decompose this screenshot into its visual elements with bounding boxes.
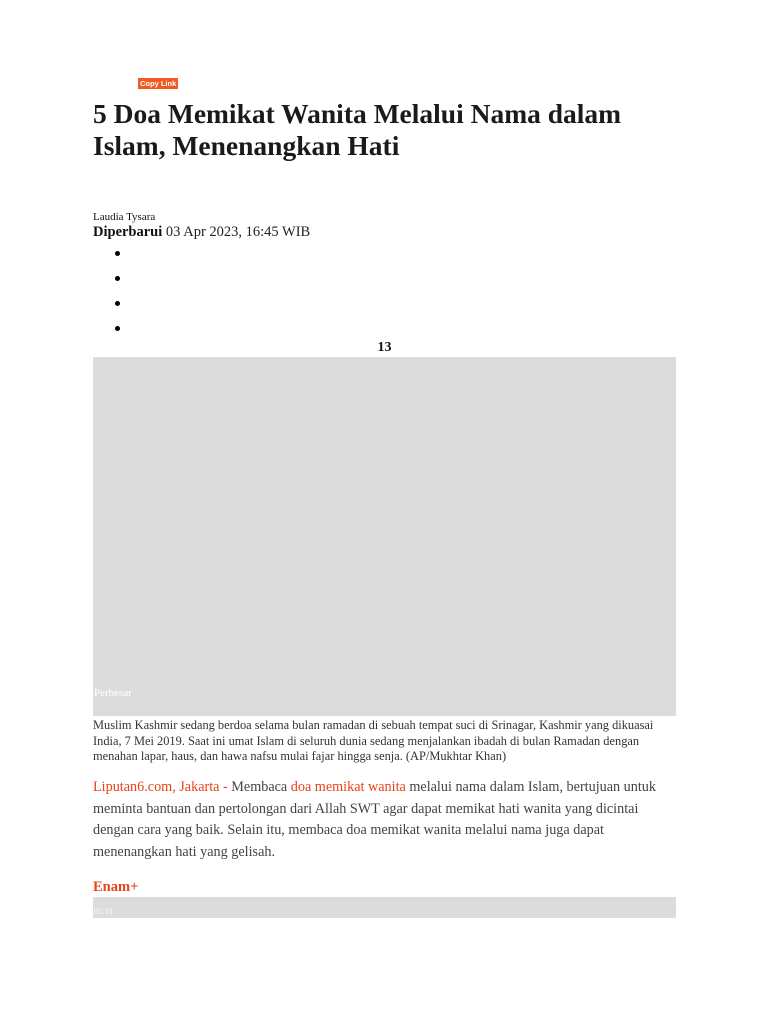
- video-duration: 01:10: [94, 907, 113, 916]
- updated-date: 03 Apr 2023, 16:45 WIB: [165, 224, 311, 240]
- article-photo[interactable]: [93, 357, 676, 716]
- lead-text-start: Membaca: [227, 779, 291, 795]
- photo-caption: Muslim Kashmir sedang berdoa selama bulan ramadan di sebuah tempat suci di Srinagar, Kashmir yang dikuasai India, 7 Mei 2019. Saat ini umat Islam di seluruh dunia sedang menjalankan ibadah di bulan Ramadan dengan menahan lapar, haus, dan hawa nafsu mulai fajar hingga senja. (AP/Mukhtar Khan): [93, 718, 654, 763]
- article-source[interactable]: Liputan6.com, Jakarta -: [93, 779, 228, 795]
- lead-text-end: melalui nama dalam Islam, bertujuan untuk meminta bantuan dan pertolongan dari Allah SWT agar dapat memikat hati wanita yang dicintai dengan cara yang baik. Selain itu, membaca doa memikat wanita melalui nama juga dapat menenangkan hati yang gelisah.: [93, 779, 656, 860]
- video-thumbnail[interactable]: [93, 897, 676, 918]
- updated-timestamp: [93, 224, 310, 241]
- article-lead: [93, 777, 676, 863]
- keyword-link[interactable]: doa memikat wanita: [290, 779, 406, 795]
- updated-label: Diperbarui: [93, 224, 163, 240]
- bullet-icon: [115, 276, 120, 281]
- enlarge-button[interactable]: Perbesar: [94, 687, 132, 699]
- bullet-icon: [115, 251, 120, 256]
- copy-link-button[interactable]: Copy Link: [140, 79, 177, 88]
- enam-plus-label[interactable]: Enam+: [93, 879, 139, 895]
- photo-count: 13: [377, 340, 392, 355]
- bullet-icon: [115, 326, 120, 331]
- article-title: 5 Doa Memikat Wanita Melalui Nama dalam Islam, Menenangkan Hati: [93, 98, 622, 161]
- bullet-icon: [115, 301, 120, 306]
- author-name[interactable]: Laudia Tysara: [93, 211, 156, 223]
